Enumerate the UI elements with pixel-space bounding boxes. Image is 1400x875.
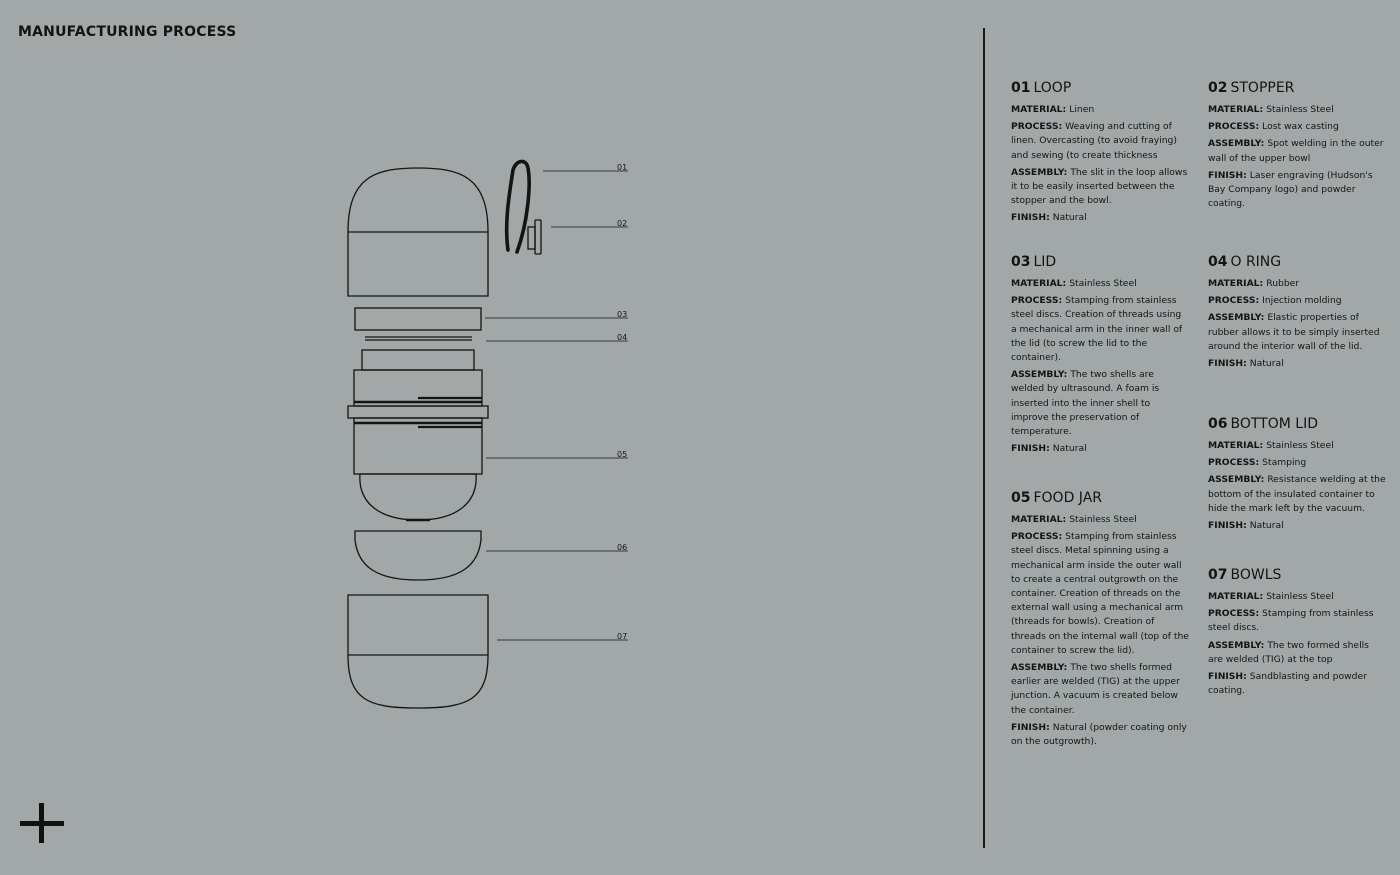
callout-02: 02 (617, 219, 628, 228)
callout-01: 01 (617, 163, 628, 172)
spec-heading: 04 O RING (1208, 254, 1282, 270)
spec-material: MATERIAL: Stainless Steel (1208, 104, 1334, 115)
callout-05: 05 (617, 450, 628, 459)
spec-finish: FINISH: Natural (1208, 358, 1284, 370)
spec-process: PROCESS: Lost wax casting (1208, 121, 1339, 133)
spec-assembly: ASSEMBLY: The two shells formed earlier are welded (TIG) at the upper junction. A vacuum is created below the container. (1011, 662, 1180, 716)
spec-process: PROCESS: Stamping from stainless steel discs. (1208, 608, 1374, 634)
spec-finish: FINISH: Natural (1011, 443, 1087, 455)
upper-bowl-part (348, 168, 488, 296)
callout-06: 06 (617, 543, 628, 552)
callout-04: 04 (617, 333, 628, 342)
lower-bowl-part (348, 595, 488, 708)
spec-material: MATERIAL: Stainless Steel (1011, 514, 1137, 525)
spec-process: PROCESS: Injection molding (1208, 295, 1342, 307)
spec-block-bowls (1208, 566, 1386, 701)
page-title: MANUFACTURING PROCESS (18, 24, 237, 40)
bottom-lid-part (355, 531, 481, 580)
spec-block-stopper (1208, 79, 1386, 214)
spec-assembly: ASSEMBLY: Spot welding in the outer wall of the upper bowl (1208, 138, 1384, 164)
spec-heading: 05 FOOD JAR (1011, 490, 1102, 506)
spec-material: MATERIAL: Rubber (1208, 278, 1300, 289)
spec-heading: 03 LID (1011, 254, 1057, 270)
spec-block-bottom-lid (1208, 415, 1386, 536)
spec-heading: 06 BOTTOM LID (1208, 416, 1318, 432)
plus-icon (20, 803, 64, 843)
lid-part (355, 308, 481, 330)
spec-process: PROCESS: Weaving and cutting of linen. Overcasting (to avoid fraying) and sewing (to create thickness (1011, 121, 1177, 161)
spec-finish: FINISH: Natural (powder coating only on the outgrowth). (1011, 721, 1187, 748)
spec-finish: FINISH: Natural (1208, 520, 1284, 532)
spec-block-o-ring (1208, 253, 1386, 374)
spec-material: MATERIAL: Stainless Steel (1011, 278, 1137, 289)
spec-block-lid (1011, 253, 1189, 459)
stopper-part (528, 220, 541, 254)
spec-process: PROCESS: Stamping (1208, 457, 1307, 469)
spec-assembly: ASSEMBLY: The two shells are welded by ultrasound. A foam is inserted into the inner shell to improve the preservation of temperature. (1011, 369, 1160, 438)
spec-material: MATERIAL: Stainless Steel (1208, 440, 1334, 451)
o-ring-part (365, 337, 472, 340)
food-jar-part (348, 350, 488, 520)
spec-assembly: ASSEMBLY: Elastic properties of rubber allows it to be simply inserted around the interior wall of the lid. (1208, 312, 1380, 352)
spec-block-food-jar (1011, 489, 1189, 752)
spec-heading: 07 BOWLS (1208, 567, 1282, 583)
loop-part (507, 161, 529, 252)
spec-finish: FINISH: Natural (1011, 212, 1087, 224)
spec-assembly: ASSEMBLY: Resistance welding at the bottom of the insulated container to hide the mark left by the vacuum. (1208, 474, 1386, 514)
spec-assembly: ASSEMBLY: The two formed shells are welded (TIG) at the top (1208, 639, 1369, 665)
callout-07: 07 (617, 632, 628, 641)
spec-process: PROCESS: Stamping from stainless steel discs. Creation of threads using a mechanical arm in the inner wall of the lid (to screw the lid to the container). (1011, 295, 1183, 364)
spec-finish: FINISH: Sandblasting and powder coating. (1208, 671, 1367, 697)
spec-block-loop (1011, 79, 1189, 229)
vertical-divider (983, 28, 985, 848)
spec-process: PROCESS: Stamping from stainless steel discs. Metal spinning using a mechanical arm inside the outer wall to create a central outgrowth on the container. Creation of threads on the external wall using a mechanical arm (threads for bowls). Creation of threads on the internal wall (top of the container to screw the lid). (1011, 531, 1189, 656)
spec-heading: 02 STOPPER (1208, 80, 1295, 96)
spec-material: MATERIAL: Linen (1011, 104, 1095, 115)
spec-material: MATERIAL: Stainless Steel (1208, 591, 1334, 602)
spec-heading: 01 LOOP (1011, 80, 1072, 96)
callout-03: 03 (617, 310, 628, 319)
spec-finish: FINISH: Laser engraving (Hudson's Bay Company logo) and powder coating. (1208, 169, 1373, 210)
spec-assembly: ASSEMBLY: The slit in the loop allows it to be easily inserted between the stopper and the bowl. (1011, 166, 1188, 207)
